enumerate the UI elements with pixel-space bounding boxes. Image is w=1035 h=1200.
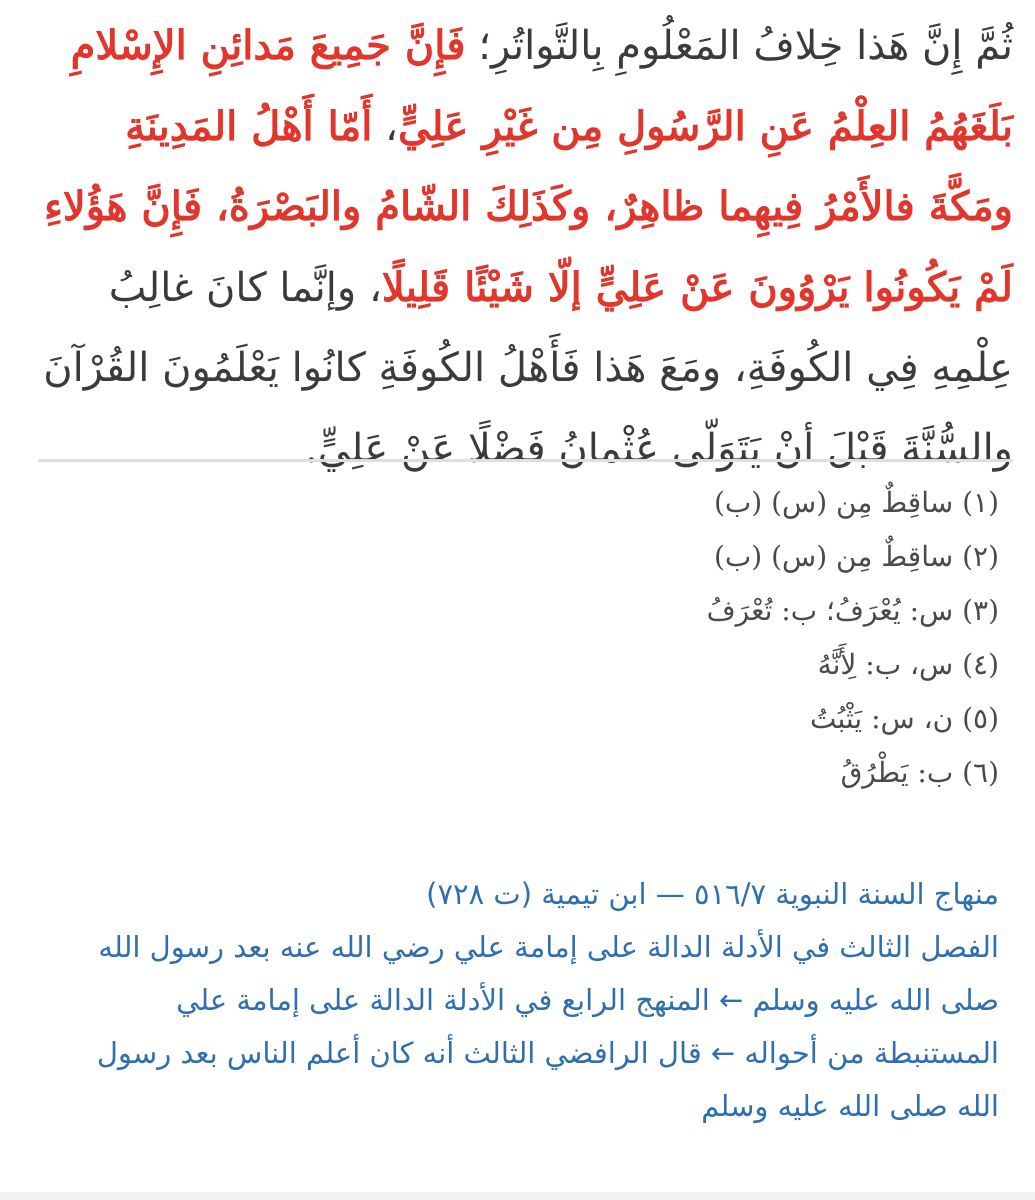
main-text-paragraph bbox=[40, 6, 1013, 489]
footnote-3: (٣) س: يُعْرَفُ؛ ب: تُعْرَفُ bbox=[706, 594, 999, 627]
footnote-2: (٢) ساقِطٌ مِن (س) (ب) bbox=[713, 540, 999, 573]
plain-text-3: ، وإنَّما كانَ غالِبُ عِلْمِهِ فِي الكُوفَةِ، ومَعَ هَذا فَأَهْلُ الكُوفَةِ كانُوا يَعْلَمُونَ القُرْآنَ والسُّنَّةَ قَبْلَ أنْ يَتَوَلّى عُثْمانُ فَضْلًا عَنْ عَلِيٍّ. bbox=[43, 264, 1013, 472]
plain-text-2: ، bbox=[372, 103, 398, 150]
highlighted-text-2: أَمّا أَهْلُ المَدِينَةِ ومَكَّةَ فالأَمْرُ فِيهِما ظاهِرٌ، وكَذَلِكَ الشّامُ والبَصْرَةُ، فَإِنَّ هَؤُلاءِ لَمْ يَكُونُوا يَرْوُونَ عَنْ عَلِيٍّ إلّا شَيْئًا قَلِيلًا bbox=[44, 102, 1013, 311]
source-block bbox=[60, 868, 999, 1133]
source-chapter-path[interactable]: الفصل الثالث في الأدلة الدالة على إمامة علي رضي الله عنه بعد رسول الله صلى الله عليه وسلم ← المنهج الرابع في الأدلة الدالة على إمامة علي المستنبطة من أحواله ← قال الرافضي الثالث أنه كان أعلم الناس بعد رسول الله صلى الله عليه وسلم bbox=[96, 930, 999, 1123]
source-citation-link[interactable]: منهاج السنة النبوية ٥١٦/٧ — ابن تيمية (ت ٧٢٨) bbox=[426, 877, 999, 911]
footnote-1: (١) ساقِطٌ مِن (س) (ب) bbox=[713, 486, 999, 519]
highlighted-text-1: فَإِنَّ جَمِيعَ مَدائِنِ الإِسْلامِ بَلَغَهُمُ العِلْمُ عَنِ الرَّسُولِ مِن غَيْرِ عَلِيٍّ bbox=[70, 22, 1013, 150]
plain-text-1: ثُمَّ إِنَّ هَذا خِلافُ المَعْلُومِ بِالتَّواتُرِ؛ bbox=[465, 23, 1013, 69]
footnote-6: (٦) ب: يَطْرُقُ bbox=[840, 756, 999, 789]
bottom-divider bbox=[0, 1192, 1035, 1200]
footnote-divider bbox=[38, 459, 1013, 462]
footnote-4: (٤) س، ب: لِأَنَّهُ bbox=[817, 648, 999, 681]
footnote-5: (٥) ن، س: يَثْبُتُ bbox=[809, 702, 999, 735]
footnotes-list bbox=[40, 476, 999, 800]
